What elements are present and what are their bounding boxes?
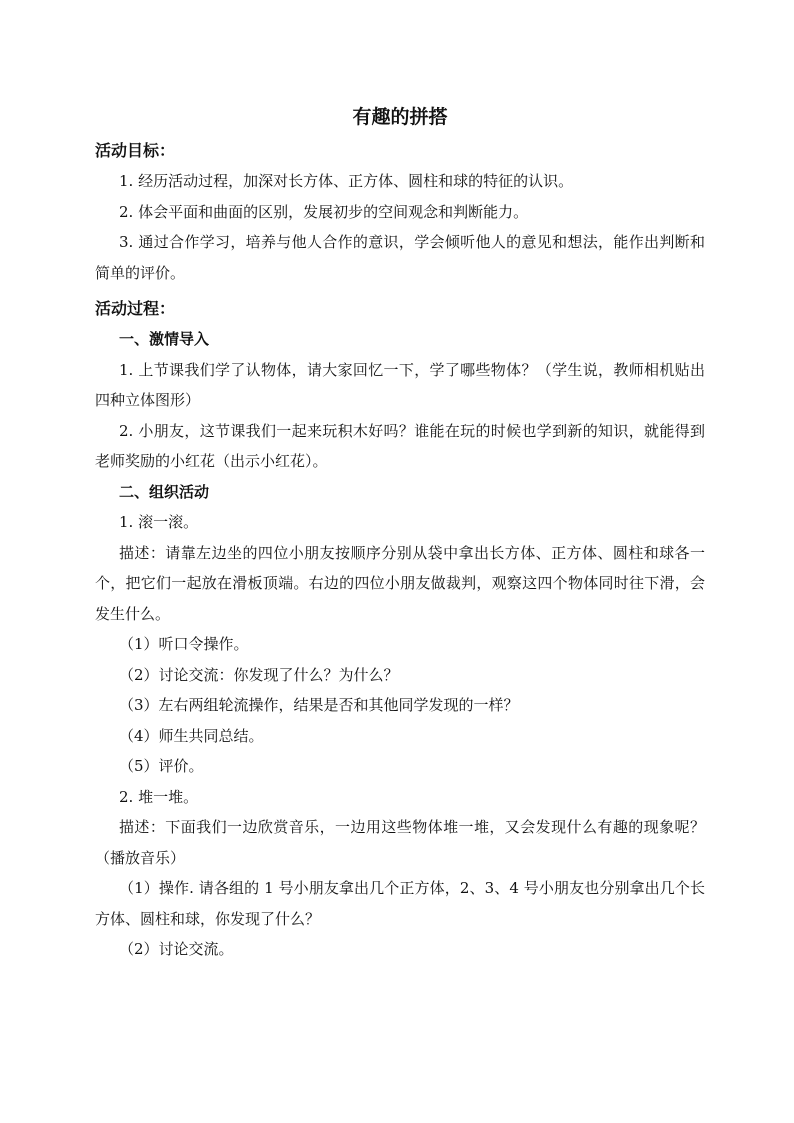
roll-step-3: （3）左右两组轮流操作，结果是否和其他同学发现的一样？ <box>119 696 519 714</box>
document-body <box>95 100 705 965</box>
stack-step-2: （2）讨论交流。 <box>119 940 234 958</box>
stack-title: 2. 堆一堆。 <box>119 787 199 806</box>
document-title: 有趣的拼搭 <box>352 106 448 128</box>
roll-step-2: （2）讨论交流：你发现了什么？为什么？ <box>119 665 399 684</box>
roll-step-5: （5）评价。 <box>119 757 204 775</box>
part1-heading: 一、激情导入 <box>119 330 210 348</box>
part2-heading: 二、组织活动 <box>119 482 210 501</box>
part1-item-2: 2. 小朋友，这节课我们一起来玩积木好吗？谁能在玩的时候也学到新的知识，就能得到老师奖励的小红花（出示小红花）。 <box>95 421 705 470</box>
goals-heading: 活动目标： <box>95 141 176 160</box>
part1-item-1: 1. 上节课我们学了认物体，请大家回忆一下，学了哪些物体？（学生说，教师相机贴出四种立体图形） <box>95 360 705 409</box>
roll-description: 描述：请靠左边坐的四位小朋友按顺序分别从袋中拿出长方体、正方体、圆柱和球各一个，把它们一起放在滑板顶端。右边的四位小朋友做裁判，观察这四个物体同时往下滑，会发生什么。 <box>95 543 705 623</box>
roll-title: 1. 滚一滚。 <box>119 513 199 531</box>
stack-step-1: （1）操作. 请各组的 1 号小朋友拿出几个正方体，2、3、4 号小朋友也分别拿出几个长方体、圆柱和球，你发现了什么？ <box>95 879 705 928</box>
roll-step-4: （4）师生共同总结。 <box>119 726 264 745</box>
process-heading: 活动过程： <box>95 299 176 318</box>
roll-step-1: （1）听口令操作。 <box>119 635 249 653</box>
goal-item-2: 2. 体会平面和曲面的区别，发展初步的空间观念和判断能力。 <box>119 202 529 221</box>
goal-item-1: 1. 经历活动过程，加深对长方体、正方体、圆柱和球的特征的认识。 <box>119 172 574 190</box>
stack-description: 描述：下面我们一边欣赏音乐，一边用这些物体堆一堆，又会发现什么有趣的现象呢？（播放音乐） <box>95 818 705 867</box>
goal-item-3: 3. 通过合作学习，培养与他人合作的意识，学会倾听他人的意见和想法，能作出判断和简单的评价。 <box>95 233 705 282</box>
